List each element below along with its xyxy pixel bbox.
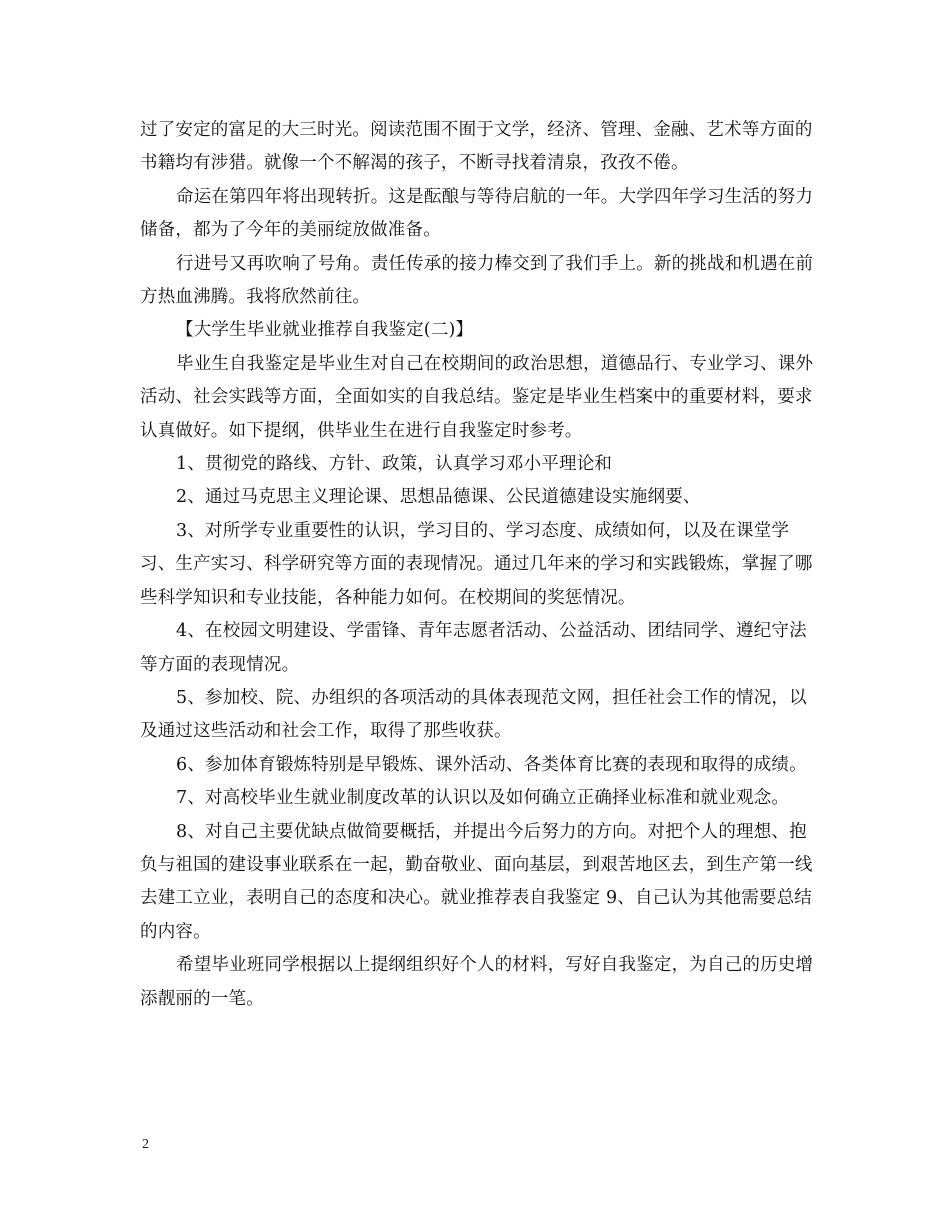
- list-item: 3、对所学专业重要性的认识，学习目的、学习态度、成绩如何，以及在课堂学习、生产实习、科学研究等方面的表现情况。通过几年来的学习和实践锻炼，掌握了哪些科学知识和专业技能，各种能力如何。在校期间的奖惩情况。: [140, 520, 813, 608]
- section-heading: 【大学生毕业就业推荐自我鉴定(二)】: [176, 320, 474, 341]
- list-item: 6、参加体育锻炼特别是早锻炼、课外活动、各类体育比赛的表现和取得的成绩。: [176, 754, 807, 775]
- list-item: 7、对高校毕业生就业制度改革的认识以及如何确立正确择业标准和就业观念。: [176, 788, 790, 809]
- paragraph: 希望毕业班同学根据以上提纲组织好个人的材料，写好自我鉴定，为自己的历史增添靓丽的一笔。: [140, 955, 814, 1009]
- page-number: 2: [142, 1137, 149, 1152]
- list-item: 8、对自己主要优缺点做简要概括，并提出今后努力的方向。对把个人的理想、抱负与祖国的建设事业联系在一起，勤奋敬业、面向基层，到艰苦地区去，到生产第一线去建工立业，表明自己的态度和决心。就业推荐表自我鉴定 9、自己认为其他需要总结的内容。: [140, 821, 813, 942]
- paragraph: 毕业生自我鉴定是毕业生对自己在校期间的政治思想，道德品行、专业学习、课外活动、社会实践等方面，全面如实的自我总结。鉴定是毕业生档案中的重要材料，要求认真做好。如下提纲，供毕业生在进行自我鉴定时参考。: [140, 353, 814, 441]
- document-body: [140, 114, 820, 1016]
- list-item: 5、参加校、院、办组织的各项活动的具体表现范文网，担任社会工作的情况，以及通过这些活动和社会工作，取得了那些收获。: [140, 687, 807, 742]
- paragraph: 过了安定的富足的大三时光。阅读范围不囿于文学，经济、管理、金融、艺术等方面的书籍均有涉猎。就像一个不解渴的孩子，不断寻找着清泉，孜孜不倦。: [140, 120, 813, 174]
- list-item: 4、在校园文明建设、学雷锋、青年志愿者活动、公益活动、团结同学、遵纪守法等方面的表现情况。: [140, 621, 807, 675]
- paragraph: 命运在第四年将出现转折。这是酝酿与等待启航的一年。大学四年学习生活的努力储备，都为了今年的美丽绽放做准备。: [140, 186, 814, 241]
- list-item: 2、通过马克思主义理论课、思想品德课、公民道德建设实施纲要、: [176, 487, 701, 508]
- paragraph: 行进号又再吹响了号角。责任传承的接力棒交到了我们手上。新的挑战和机遇在前方热血沸腾。我将欣然前往。: [140, 253, 814, 308]
- list-item: 1、贯彻党的路线、方针、政策，认真学习邓小平理论和: [176, 454, 613, 475]
